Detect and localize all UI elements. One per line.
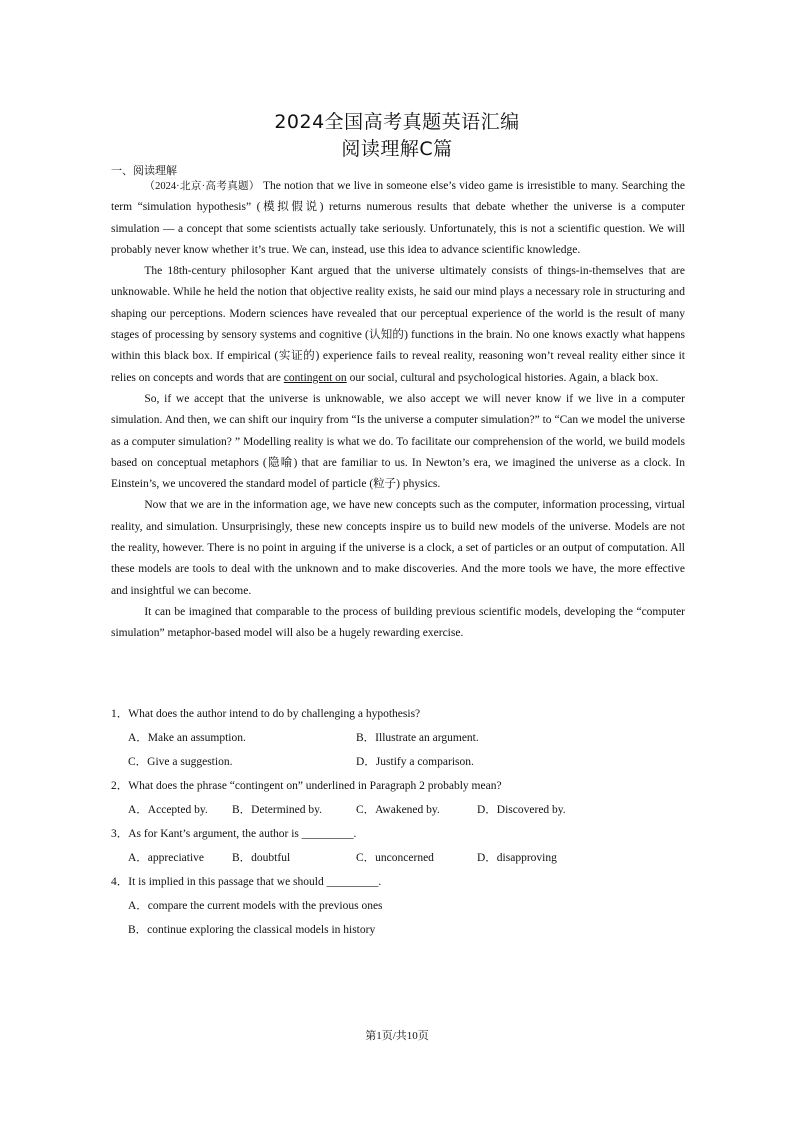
option-b: B．continue exploring the classical models in history xyxy=(128,924,376,936)
option-a: A．compare the current models with the previous ones xyxy=(128,900,383,912)
page-subtitle: 阅读理解C篇 xyxy=(341,138,453,160)
paragraph-2-text-a: The 18th-century philosopher Kant argued that the universe ultimately consists of things-in-themselves that are unknowable. While he held the notion that objective reality exists, he said our mind plays a necessary role in structuring and shaping our perceptions. Modern sciences have revealed that our perceptual experience of the world is the result of many stages of processing by sensory systems and cognitive (认知的) functions in the brain. No one knows exactly what happens within this black box. If empirical (实证的) experience fails to reveal reality, reasoning won’t reveal reality either since it relies on concepts and words that are xyxy=(111,265,685,384)
options-row xyxy=(111,846,685,870)
option-c: C．Give a suggestion. xyxy=(128,756,233,768)
option-b: B．doubtful xyxy=(232,852,291,864)
option-a: A．appreciative xyxy=(128,852,204,864)
paragraph-5: It can be imagined that comparable to the process of building previous scientific models, developing the “computer simulation” metaphor-based model will also be a hugely rewarding exercise. xyxy=(111,605,685,640)
options-row xyxy=(111,798,685,822)
paragraph-1-text: The notion that we live in someone else’s video game is irresistible to many. Searching the term “simulation hypothesis” (模拟假说) returns numerous results that debate whether the universe is a computer simulation — a concept that some scientists actually take seriously. Unfortunately, this is not a scientific question. We will probably never know whether it’s true. We can, instead, use this idea to advance scientific knowledge. xyxy=(111,180,685,256)
underlined-phrase: contingent on xyxy=(283,371,347,384)
option-c: C．Awakened by. xyxy=(356,804,440,816)
option-b: B．Determined by. xyxy=(232,804,322,816)
option-d: D．Justify a comparison. xyxy=(356,756,474,768)
options-row xyxy=(111,726,685,750)
option-d: D．disapproving xyxy=(477,852,557,864)
title-block xyxy=(0,109,794,163)
source-tag: （2024·北京·高考真题） xyxy=(144,181,260,192)
option-a: A．Accepted by. xyxy=(128,804,208,816)
option-c: C．unconcerned xyxy=(356,852,434,864)
question-stem: 1．What does the author intend to do by challenging a hypothesis? xyxy=(111,708,421,720)
options-row xyxy=(111,918,685,942)
paragraph-4: Now that we are in the information age, we have new concepts such as the computer, information processing, virtual reality, and simulation. Unsurprisingly, these new concepts inspire us to build new models of the universe. Models are not the reality, however. There is no point in arguing if the universe is a clock, a set of particles or an output of computation. All these models are tools to deal with the unknown and to make discoveries. And the more tools we have, the more effective and insightful we can become. xyxy=(111,499,685,597)
section-heading: 一、阅读理解 xyxy=(111,164,177,177)
page-title: 2024全国高考真题英语汇编 xyxy=(274,111,520,133)
option-d: D．Discovered by. xyxy=(477,804,566,816)
paragraph-2 xyxy=(111,261,685,389)
question-stem: 4．It is implied in this passage that we should _________. xyxy=(111,876,382,888)
question-stem: 3．As for Kant’s argument, the author is _________. xyxy=(111,828,357,840)
question-list xyxy=(111,702,685,942)
paragraph-3: So, if we accept that the universe is unknowable, we also accept we will never know if we live in a computer simulation. And then, we can shift our inquiry from “Is the universe a computer simulation?” to “Can we model the universe as a computer simulation? ” Modelling reality is what we do. To facilitate our comprehension of the world, we build models based on conceptual metaphors (隐喻) that are familiar to us. In Newton’s era, we imagined the universe as a clock. In Einstein’s, we uncovered the standard model of particle (粒子) physics. xyxy=(111,392,685,491)
page-footer: 第1页/共10页 xyxy=(365,1030,429,1042)
options-row xyxy=(111,894,685,918)
option-b: B．Illustrate an argument. xyxy=(356,732,479,744)
question-stem: 2．What does the phrase “contingent on” underlined in Paragraph 2 probably mean? xyxy=(111,780,502,792)
options-row xyxy=(111,750,685,774)
paragraph-1 xyxy=(111,176,685,261)
passage xyxy=(111,176,685,645)
paragraph-2-text-b: our social, cultural and psychological histories. Again, a black box. xyxy=(346,371,659,384)
option-a: A．Make an assumption. xyxy=(128,732,246,744)
